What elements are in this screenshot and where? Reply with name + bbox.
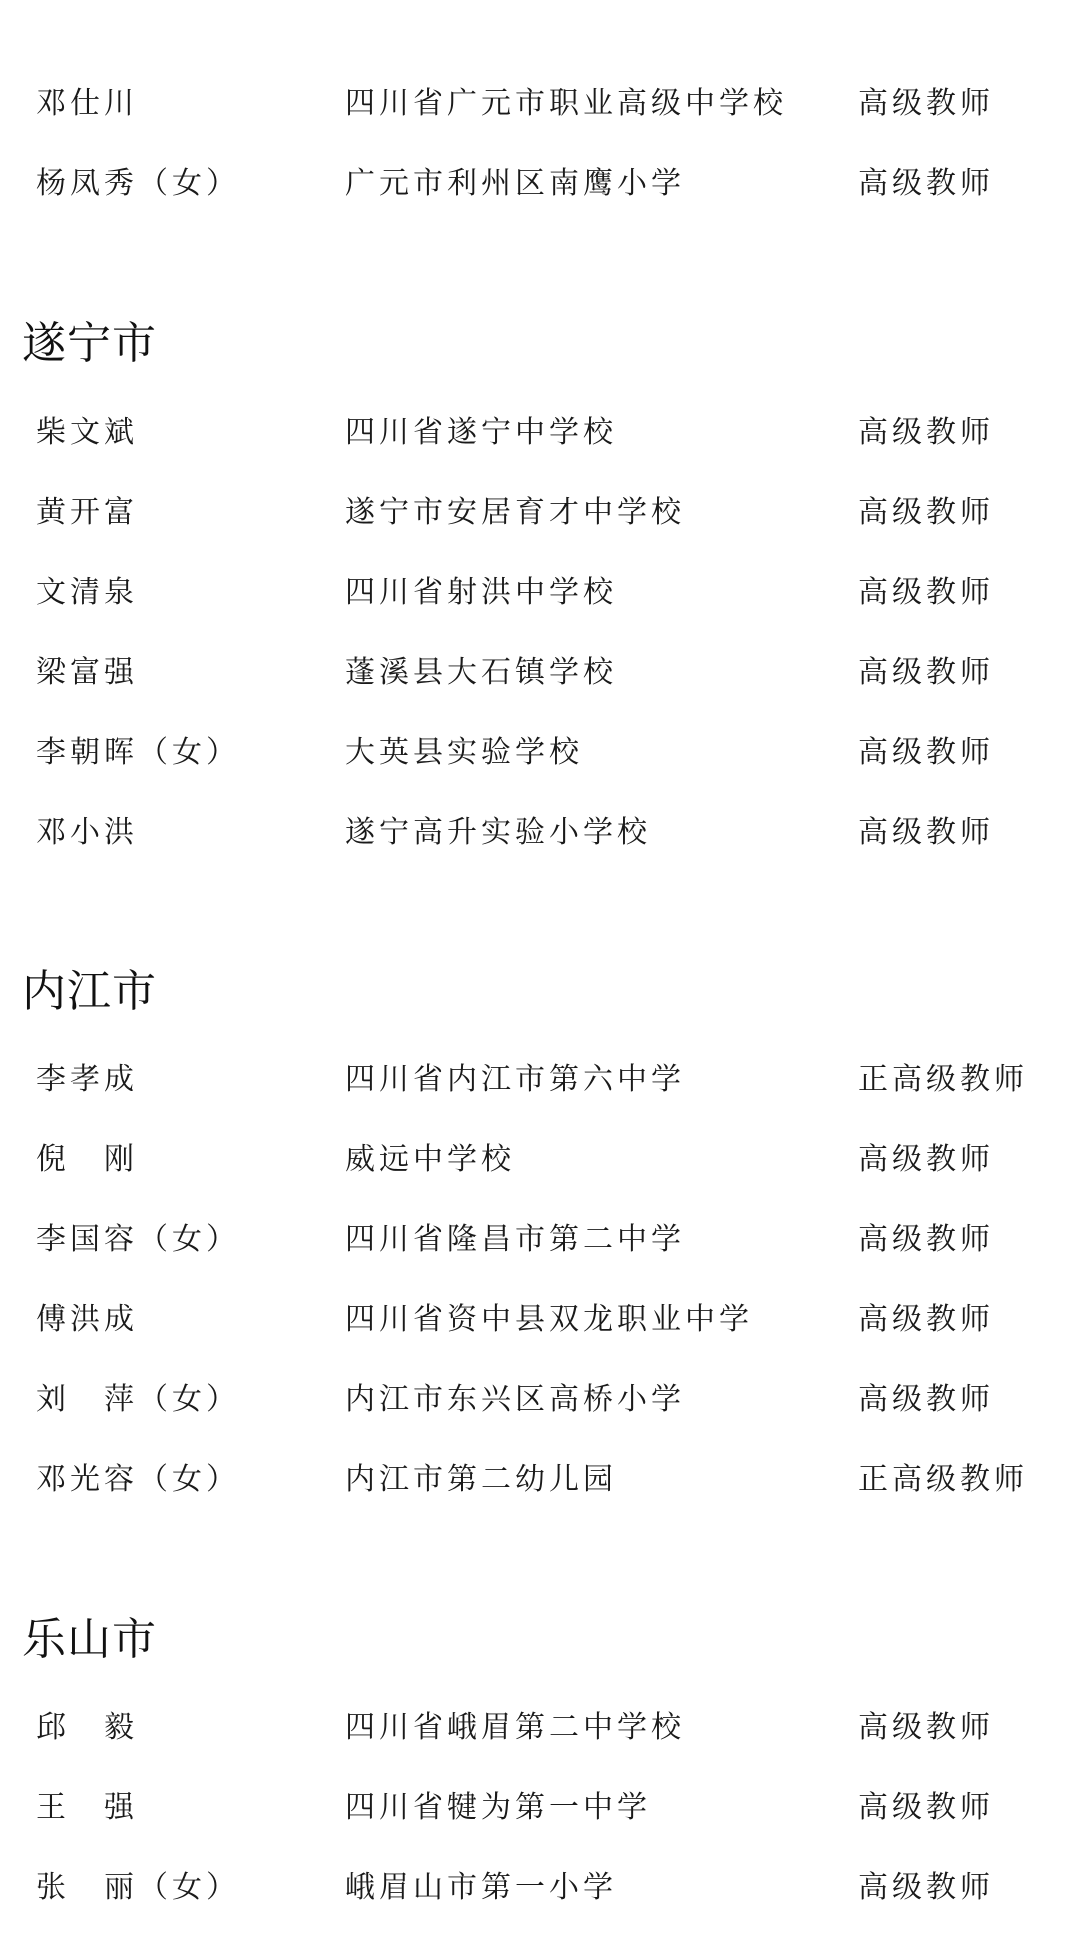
teacher-name: 邱 毅 (36, 1710, 138, 1745)
school-name: 四川省犍为第一中学 (345, 1790, 651, 1825)
school-name: 遂宁高升实验小学校 (345, 815, 651, 850)
teacher-name: 李孝成 (36, 1062, 138, 1097)
teacher-name: 柴文斌 (36, 415, 138, 450)
list-item (0, 1698, 1080, 1758)
list-item (0, 1130, 1080, 1190)
teacher-name: 王 强 (36, 1790, 138, 1825)
teacher-title: 正高级教师 (858, 1462, 1028, 1497)
teacher-name: 文清泉 (36, 575, 138, 610)
teacher-name: 傅洪成 (36, 1302, 138, 1337)
list-item (0, 1450, 1080, 1510)
list-item (0, 803, 1080, 863)
school-name: 四川省资中县双龙职业中学 (345, 1302, 753, 1337)
list-item (0, 74, 1080, 134)
teacher-name: 李朝晖（女） (36, 735, 240, 770)
section-heading: 内江市 (22, 966, 157, 1017)
list-item (0, 483, 1080, 543)
school-name: 四川省遂宁中学校 (345, 415, 617, 450)
teacher-name: 黄开富 (36, 495, 138, 530)
teacher-name: 刘 萍（女） (36, 1382, 240, 1417)
section-heading: 乐山市 (22, 1614, 157, 1665)
teacher-title: 高级教师 (858, 1222, 994, 1257)
list-item (0, 1050, 1080, 1110)
teacher-title: 高级教师 (858, 1790, 994, 1825)
list-item (0, 643, 1080, 703)
teacher-title: 高级教师 (858, 655, 994, 690)
list-item (0, 1290, 1080, 1350)
teacher-title: 高级教师 (858, 575, 994, 610)
teacher-title: 高级教师 (858, 1142, 994, 1177)
school-name: 四川省峨眉第二中学校 (345, 1710, 685, 1745)
teacher-title: 正高级教师 (858, 1062, 1028, 1097)
teacher-name: 倪 刚 (36, 1142, 138, 1177)
school-name: 大英县实验学校 (345, 735, 583, 770)
teacher-title: 高级教师 (858, 1710, 994, 1745)
teacher-title: 高级教师 (858, 86, 994, 121)
list-item (0, 1210, 1080, 1270)
section-heading: 遂宁市 (22, 318, 157, 369)
teacher-title: 高级教师 (858, 495, 994, 530)
teacher-name: 张 丽（女） (36, 1870, 240, 1905)
school-name: 内江市东兴区高桥小学 (345, 1382, 685, 1417)
teacher-title: 高级教师 (858, 1302, 994, 1337)
list-item (0, 1858, 1080, 1918)
teacher-name: 李国容（女） (36, 1222, 240, 1257)
school-name: 四川省广元市职业高级中学校 (345, 86, 787, 121)
teacher-name: 邓小洪 (36, 815, 138, 850)
school-name: 四川省内江市第六中学 (345, 1062, 685, 1097)
teacher-title: 高级教师 (858, 1870, 994, 1905)
school-name: 内江市第二幼儿园 (345, 1462, 617, 1497)
teacher-title: 高级教师 (858, 166, 994, 201)
list-item (0, 723, 1080, 783)
list-item (0, 563, 1080, 623)
teacher-title: 高级教师 (858, 415, 994, 450)
list-item (0, 403, 1080, 463)
teacher-title: 高级教师 (858, 1382, 994, 1417)
teacher-name: 杨凤秀（女） (36, 166, 240, 201)
teacher-name: 梁富强 (36, 655, 138, 690)
list-item (0, 154, 1080, 214)
school-name: 威远中学校 (345, 1142, 515, 1177)
school-name: 广元市利州区南鹰小学 (345, 166, 685, 201)
teacher-name: 邓光容（女） (36, 1462, 240, 1497)
school-name: 四川省射洪中学校 (345, 575, 617, 610)
school-name: 四川省隆昌市第二中学 (345, 1222, 685, 1257)
list-item (0, 1370, 1080, 1430)
school-name: 峨眉山市第一小学 (345, 1870, 617, 1905)
list-item (0, 1778, 1080, 1838)
school-name: 遂宁市安居育才中学校 (345, 495, 685, 530)
teacher-title: 高级教师 (858, 735, 994, 770)
teacher-name: 邓仕川 (36, 86, 138, 121)
teacher-title: 高级教师 (858, 815, 994, 850)
school-name: 蓬溪县大石镇学校 (345, 655, 617, 690)
